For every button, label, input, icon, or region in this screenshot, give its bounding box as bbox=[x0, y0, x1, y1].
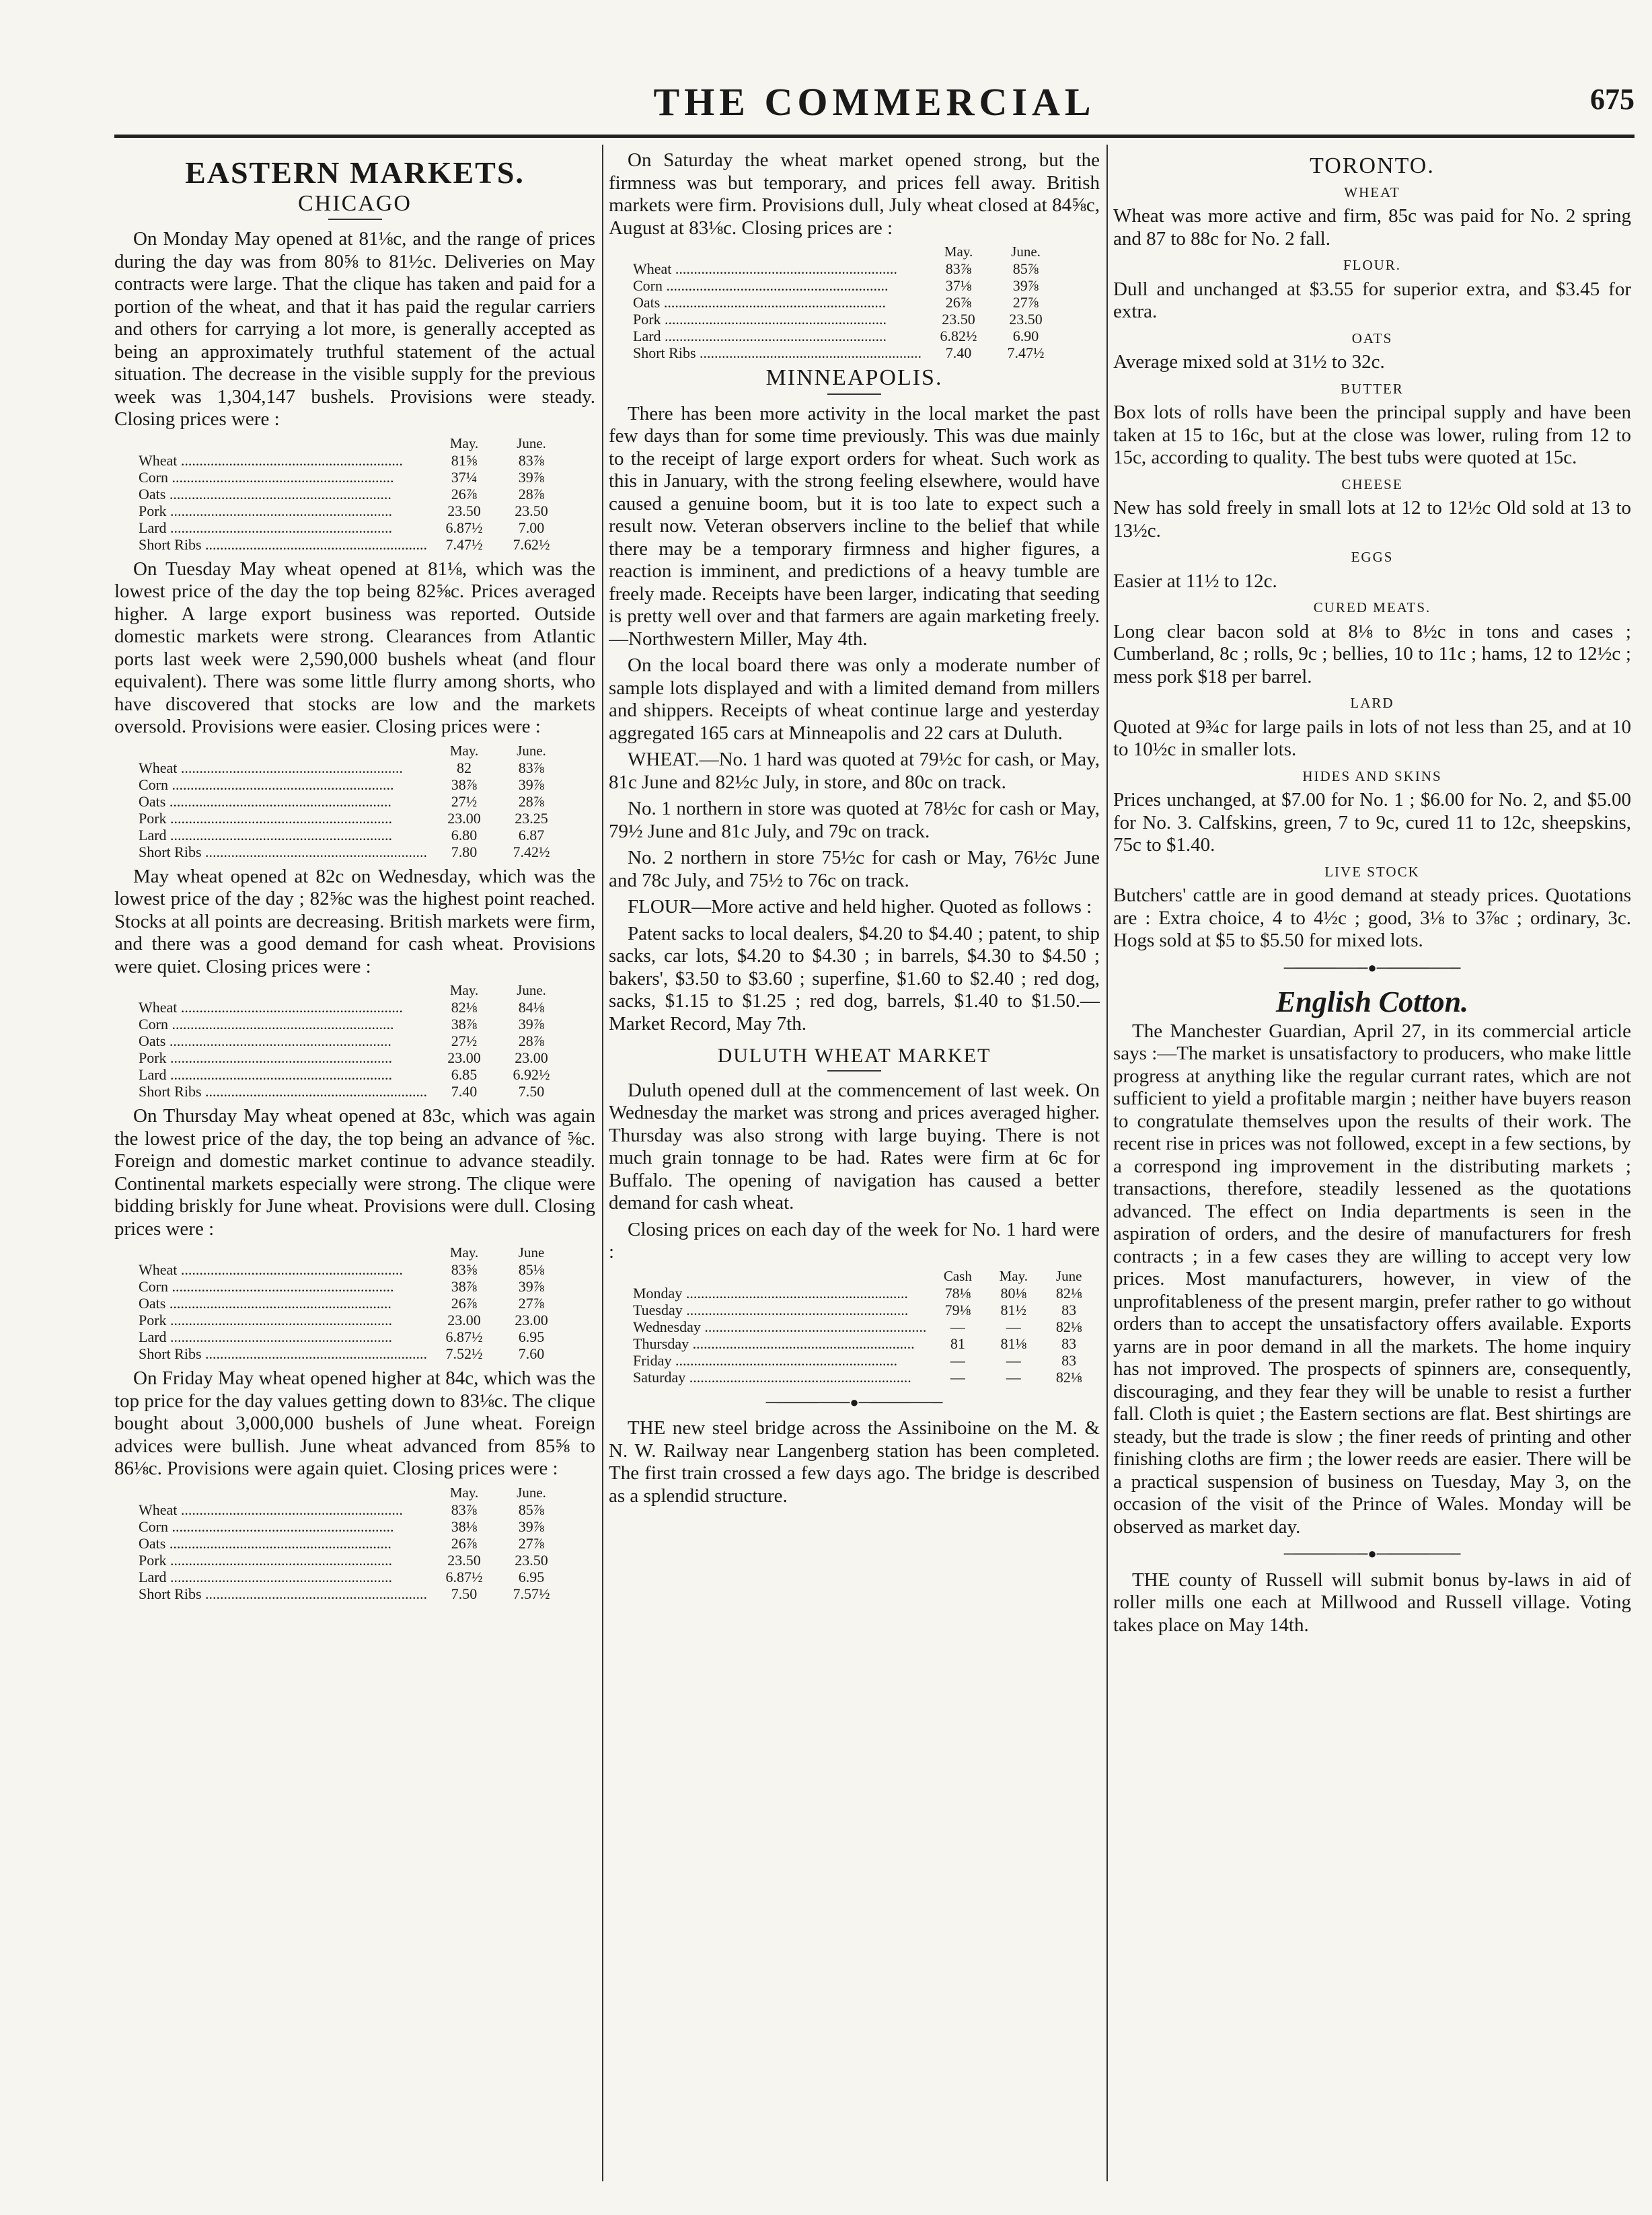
price-cell: 38⅞ bbox=[451, 1278, 478, 1295]
price-cell: 39⅞ bbox=[518, 468, 545, 486]
price-cell: 23.50 bbox=[1009, 311, 1043, 328]
market-paragraph: Quoted at 9¾c for large pails in lots of not less than 25, and at 10 to 10½c in smaller lots. bbox=[1113, 716, 1631, 760]
ornament-divider: ────────●──────── bbox=[1283, 1545, 1461, 1562]
commodity-cell: Pork ............................................................ bbox=[139, 1049, 393, 1066]
table-row bbox=[139, 486, 568, 502]
price-cell: 27½ bbox=[451, 792, 478, 810]
price-cell: 6.85 bbox=[451, 1066, 478, 1083]
price-cell: 81½ bbox=[1000, 1301, 1027, 1318]
price-cell: 38⅞ bbox=[451, 776, 478, 793]
article-paragraph: Patent sacks to local dealers, $4.20 to $4.40 ; patent, to ship sacks, car lots, $4.20 to $4.30 ; in barrels, $4.30 to $4.50 ; bakers', $3.50 to $3.60 ; superfine, $1.60 to $2.40 ; red dog, sacks, $1.15 to $1.25 ; red dog, barrels, $1.40 to $1.50.—Market Record, May 7th. bbox=[609, 922, 1100, 1035]
table-row bbox=[633, 294, 1063, 311]
price-cell: 7.50 bbox=[518, 1083, 545, 1100]
commodity-cell: Pork ............................................................ bbox=[139, 1551, 393, 1569]
price-cell: 26⅞ bbox=[451, 1295, 478, 1312]
commodity-heading: WHEAT bbox=[1344, 184, 1400, 200]
price-cell: 23.00 bbox=[515, 1049, 548, 1066]
price-cell: 6.87 bbox=[518, 826, 545, 843]
commodity-cell: Corn ............................................................ bbox=[139, 1278, 394, 1295]
price-cell: 27⅞ bbox=[518, 1295, 545, 1312]
commodity-cell: Wheat ............................................................ bbox=[139, 1501, 403, 1518]
table-row bbox=[633, 277, 1063, 294]
column-header: Cash bbox=[943, 1267, 972, 1284]
commodity-cell: Saturday ............................................................ bbox=[633, 1368, 911, 1386]
table-row bbox=[633, 260, 1063, 277]
column-header: May. bbox=[449, 1244, 479, 1261]
column-header: May. bbox=[944, 243, 973, 260]
article-paragraph: There has been more activity in the local market the past few days than for some time previously. This was due mainly to the receipt of large export orders for wheat. Such work as this in January, with the strong feeling elsewhere, would have caused a genuine boom, but it is too late to expect such a result now. Veteran observers incline to the belief that while there may be a temporary firmness and higher figures, a reaction is imminent, and predictions of a heavy tumble are freely made. Receipts have been larger, indicating that seeding is pretty well over and that farmers are again marketing freely.—Northwestern Miller, May 4th. bbox=[609, 402, 1100, 650]
article-paragraph: On Monday May opened at 81⅛c, and the range of prices during the day was from 80⅝ to 81½c. Deliveries on May contracts were large. That the clique has taken and paid for a portion of the wheat, and that it has paid the regular carriers and others for carrying a lot more, is generally accepted as being an approximately truthful statement of the actual situation. The decrease in the visible supply for the previous week was 1,304,147 bushels. Provisions were steady. Closing prices were : bbox=[114, 228, 595, 430]
price-cell: 23.50 bbox=[447, 502, 481, 519]
price-cell: 7.40 bbox=[945, 344, 972, 361]
table-row bbox=[633, 1318, 1100, 1335]
price-cell: 6.80 bbox=[451, 826, 478, 843]
price-cell: 26⅞ bbox=[451, 1534, 478, 1552]
article-paragraph: No. 2 northern in store 75½c for cash or May, 76½c June and 78c July, and 75½ to 76c on track. bbox=[609, 847, 1100, 891]
article-paragraph: THE county of Russell will submit bonus by-laws in aid of roller mills one each at Millwood and Russell village. Voting takes place on May 14th. bbox=[1113, 1569, 1631, 1636]
commodity-heading: OATS bbox=[1351, 330, 1393, 346]
weekly-price-table bbox=[633, 1268, 1100, 1386]
market-paragraph: Easier at 11½ to 12c. bbox=[1113, 570, 1277, 592]
commodity-cell: Pork ............................................................ bbox=[139, 1312, 393, 1328]
commodity-cell: Corn ............................................................ bbox=[139, 468, 394, 486]
price-cell: 38⅞ bbox=[451, 1016, 478, 1033]
table-row bbox=[139, 1345, 568, 1362]
price-cell: 38⅛ bbox=[451, 1517, 478, 1535]
table-row bbox=[139, 1295, 568, 1312]
masthead bbox=[114, 75, 1635, 136]
price-cell: 6.90 bbox=[1012, 328, 1039, 344]
price-cell: 6.87½ bbox=[445, 1328, 483, 1345]
price-cell: 85⅛ bbox=[518, 1261, 545, 1278]
price-cell: 23.50 bbox=[447, 1551, 481, 1569]
price-cell: 7.62½ bbox=[513, 535, 550, 553]
section-heading: English Cotton. bbox=[1275, 985, 1469, 1018]
price-table bbox=[139, 1485, 568, 1602]
price-cell: 80⅛ bbox=[1000, 1284, 1027, 1302]
ornament-divider: ────────●──────── bbox=[1283, 959, 1461, 976]
commodity-cell: Lard ............................................................ bbox=[139, 1066, 393, 1083]
page-number: 675 bbox=[1590, 83, 1635, 116]
commodity-cell: Corn ............................................................ bbox=[139, 776, 394, 793]
commodity-cell: Oats ............................................................ bbox=[139, 1033, 391, 1049]
commodity-cell: Lard ............................................................ bbox=[139, 1328, 393, 1345]
commodity-cell: Lard ............................................................ bbox=[633, 328, 887, 344]
table-row bbox=[139, 1569, 568, 1585]
market-paragraph: Box lots of rolls have been the principal supply and have been taken at 15 to 16c, but at the close was lower, ruling from 12 to 15c, according to quality. The best tubs were quoted at 15c. bbox=[1113, 402, 1631, 468]
price-cell: 83⅞ bbox=[945, 260, 972, 277]
price-cell: 81⅝ bbox=[451, 451, 478, 469]
table-header-row bbox=[633, 243, 1063, 260]
price-cell: 28⅞ bbox=[518, 1033, 545, 1049]
table-header-row bbox=[139, 435, 568, 452]
commodity-cell: Lard ............................................................ bbox=[139, 1568, 393, 1585]
table-row bbox=[633, 328, 1063, 344]
table-row bbox=[633, 1352, 1100, 1369]
commodity-cell: Pork ............................................................ bbox=[139, 809, 393, 827]
section-heading: TORONTO. bbox=[1310, 153, 1435, 178]
price-cell: 7.52½ bbox=[445, 1345, 483, 1362]
article-paragraph: WHEAT.—No. 1 hard was quoted at 79½c for cash, or May, 81c June and 82½c July, in store, and 80c on track. bbox=[609, 749, 1100, 793]
price-cell: 82⅛ bbox=[451, 999, 478, 1016]
table-row bbox=[633, 1302, 1100, 1318]
table-row bbox=[633, 1335, 1100, 1352]
table-row bbox=[139, 827, 568, 843]
column-header: May. bbox=[449, 982, 479, 998]
price-cell: 23.50 bbox=[515, 1551, 548, 1569]
price-cell: 7.40 bbox=[451, 1083, 478, 1100]
column-header bbox=[633, 243, 928, 260]
price-cell: — bbox=[1006, 1351, 1021, 1369]
commodity-cell: Oats ............................................................ bbox=[139, 1295, 391, 1312]
price-cell: 81⅛ bbox=[1000, 1335, 1027, 1352]
commodity-cell: Thursday ............................................................ bbox=[633, 1335, 915, 1352]
table-row bbox=[139, 759, 568, 776]
price-cell: 85⅞ bbox=[1012, 260, 1039, 277]
column-header: June. bbox=[1011, 243, 1041, 260]
column-header: June bbox=[518, 1244, 545, 1261]
commodity-heading: EGGS bbox=[1351, 549, 1394, 565]
price-cell: 83⅝ bbox=[451, 1261, 478, 1278]
commodity-heading: CURED MEATS. bbox=[1313, 599, 1431, 615]
price-cell: 37¼ bbox=[451, 468, 478, 486]
table-row bbox=[139, 519, 568, 536]
commodity-cell: Corn ............................................................ bbox=[633, 277, 889, 294]
commodity-cell: Friday ............................................................ bbox=[633, 1351, 897, 1369]
price-cell: 82⅛ bbox=[1055, 1284, 1082, 1302]
market-paragraph: Long clear bacon sold at 8⅛ to 8½c in tons and cases ; Cumberland, 8c ; rolls, 9c ; bellies, 10 to 11c ; hams, 12 to 12½c ; mess pork $18 per barrel. bbox=[1113, 620, 1631, 687]
price-cell: 84⅛ bbox=[518, 999, 545, 1016]
article-paragraph: On Saturday the wheat market opened strong, but the firmness was but temporary, and prices fell away. British markets were firm. Provisions dull, July wheat closed at 84⅝c, August at 83⅛c. Closing prices are : bbox=[609, 149, 1100, 239]
table-row bbox=[139, 1501, 568, 1518]
commodity-cell: Pork ............................................................ bbox=[139, 502, 393, 519]
table-header-row bbox=[633, 1268, 1100, 1285]
table-row bbox=[139, 1535, 568, 1552]
commodity-cell: Wednesday ............................................................ bbox=[633, 1318, 927, 1335]
masthead-rule bbox=[114, 135, 1635, 138]
table-row bbox=[633, 1285, 1100, 1302]
price-cell: 27½ bbox=[451, 1033, 478, 1049]
divider bbox=[827, 393, 881, 395]
price-cell: 85⅞ bbox=[518, 1501, 545, 1518]
price-cell: 6.87½ bbox=[445, 1568, 483, 1585]
column-header bbox=[139, 1244, 434, 1261]
column-header bbox=[633, 1268, 933, 1285]
price-table bbox=[139, 1244, 568, 1362]
commodity-cell: Oats ............................................................ bbox=[139, 485, 391, 502]
column-header: May. bbox=[449, 742, 479, 759]
commodity-cell: Short Ribs ............................................................ bbox=[139, 843, 428, 860]
column-header: May. bbox=[999, 1267, 1028, 1284]
market-paragraph: Butchers' cattle are in good demand at steady prices. Quotations are : Extra choice, 4 to 4½c ; good, 3⅛ to 3⅞c ; ordinary, 3c. Hogs sold at $5 to $5.50 for mixed lots. bbox=[1113, 885, 1631, 951]
column-divider bbox=[602, 145, 603, 2181]
price-cell: 39⅞ bbox=[518, 1517, 545, 1535]
price-cell: — bbox=[1006, 1318, 1021, 1335]
article-paragraph: May wheat opened at 82c on Wednesday, which was the lowest price of the day ; 82⅝c was the highest point reached. Stocks at all points are decreasing. British markets were firm, and there was a good demand for cash wheat. Provisions were quiet. Closing prices were : bbox=[114, 865, 595, 977]
price-cell: — bbox=[950, 1368, 965, 1386]
price-cell: 39⅞ bbox=[518, 776, 545, 793]
price-cell: 83 bbox=[1061, 1335, 1077, 1352]
market-paragraph: Prices unchanged, at $7.00 for No. 1 ; $6.00 for No. 2, and $5.00 for No. 3. Calfskins, green, 7 to 9c, cured 11 to 12c, sheepskins, 75c to $1.40. bbox=[1113, 789, 1631, 856]
price-cell: 78⅛ bbox=[944, 1284, 971, 1302]
price-cell: 7.50 bbox=[451, 1585, 478, 1602]
table-row bbox=[139, 1083, 568, 1100]
commodity-heading: BUTTER bbox=[1341, 380, 1404, 397]
commodity-cell: Wheat ............................................................ bbox=[633, 260, 897, 277]
price-cell: 23.25 bbox=[515, 809, 548, 827]
ornament-divider: ────────●──────── bbox=[765, 1393, 943, 1411]
price-cell: 83 bbox=[1061, 1301, 1077, 1318]
commodity-cell: Pork ............................................................ bbox=[633, 311, 887, 328]
article-paragraph: THE new steel bridge across the Assiniboine on the M. & N. W. Railway near Langenberg station has been completed. The first train crossed a few days ago. The bridge is described as a splendid structure. bbox=[609, 1417, 1100, 1507]
column-header bbox=[139, 982, 434, 999]
price-cell: — bbox=[950, 1351, 965, 1369]
divider bbox=[827, 1070, 881, 1072]
price-cell: 7.80 bbox=[451, 843, 478, 860]
price-cell: 23.00 bbox=[515, 1312, 548, 1328]
commodity-cell: Wheat ............................................................ bbox=[139, 759, 403, 776]
column-header bbox=[139, 435, 434, 452]
commodity-cell: Lard ............................................................ bbox=[139, 519, 393, 536]
price-cell: 6.92½ bbox=[513, 1066, 550, 1083]
price-cell: 6.82½ bbox=[940, 328, 977, 344]
price-cell: 6.87½ bbox=[445, 519, 483, 536]
price-table bbox=[139, 743, 568, 860]
price-cell: 82⅛ bbox=[1055, 1368, 1082, 1386]
commodity-cell: Short Ribs ............................................................ bbox=[139, 535, 428, 553]
column-header: May. bbox=[449, 1484, 479, 1501]
article-paragraph: On Tuesday May wheat opened at 81⅛, which was the lowest price of the day the top being 82⅝c. Prices averaged higher. A large export business was reported. Outside domestic markets were strong. Clearances from Atlantic ports last week were 2,590,000 bushels wheat (and flour equivalent). There was some little flurry among shorts, who have discovered that stocks are low and the markets oversold. Provisions were easier. Closing prices were : bbox=[114, 558, 595, 737]
price-cell: 23.00 bbox=[447, 809, 481, 827]
table-row bbox=[139, 469, 568, 486]
table-row bbox=[633, 1369, 1100, 1386]
column-header: June bbox=[1055, 1267, 1082, 1284]
column-divider bbox=[1106, 145, 1108, 2181]
commodity-heading: LIVE STOCK bbox=[1324, 863, 1420, 880]
table-row bbox=[139, 793, 568, 810]
price-cell: 83⅞ bbox=[451, 1501, 478, 1518]
article-paragraph: Closing prices on each day of the week for No. 1 hard were : bbox=[609, 1218, 1100, 1263]
price-cell: 7.57½ bbox=[513, 1585, 550, 1602]
commodity-cell: Lard ............................................................ bbox=[139, 826, 393, 843]
commodity-heading: LARD bbox=[1350, 695, 1394, 711]
price-cell: 82 bbox=[457, 759, 472, 776]
table-row bbox=[139, 1033, 568, 1049]
price-cell: 39⅞ bbox=[518, 1016, 545, 1033]
price-cell: 7.47½ bbox=[1007, 344, 1045, 361]
article-paragraph: The Manchester Guardian, April 27, in its commercial article says :—The market is unsatisfactory to producers, who make little progress at anything like the regular currant rates, which are not sufficient to yield a profitable margin ; neither have buyers reason to congratulate themselves upon the results of their work. The recent rise in prices was not followed, except in a few sections, by a correspond ing improvement in the distributing markets ; transactions, therefore, steadily lessened as the quotations advanced. The effect on India departments is seen in the aspiration of orders, and the desire of manufacturers for fresh contracts ; in a few cases they are willing to accept very low prices. Most manufacturers, however, in view of the unprofitableness of the present margin, prefer rather to go without orders than to accept the unsatisfactory offers available. Exports yarns are in poor demand in all the markets. The home inquiry has not improved. The prospects of spinners are, consequently, discouraging, and they fear they will be unable to resist a further fall. Cloth is quiet ; the Eastern sections are flat. Best shirtings are steady, but the trade is slow ; the finer reeds of printing and other finishing cloths are firm ; the lower reeds are easier. There will be a practical suspension of business on Tuesday, May 3, on the occasion of the visit of the Prince of Wales. Monday will be observed as market day. bbox=[1113, 1020, 1631, 1538]
market-paragraph: New has sold freely in small lots at 12 to 12½c Old sold at 13 to 13½c. bbox=[1113, 497, 1631, 541]
column-minneapolis-duluth bbox=[609, 149, 1100, 2175]
column-eastern-markets bbox=[114, 149, 595, 2175]
price-cell: 83⅞ bbox=[518, 759, 545, 776]
section-heading: MINNEAPOLIS. bbox=[765, 365, 943, 390]
table-row bbox=[139, 1278, 568, 1295]
column-header bbox=[139, 743, 434, 759]
table-row bbox=[139, 502, 568, 519]
column-toronto-cotton bbox=[1113, 149, 1631, 2175]
table-row bbox=[139, 452, 568, 469]
divider bbox=[328, 219, 382, 220]
article-paragraph: On the local board there was only a moderate number of sample lots displayed and with a limited demand from millers and shippers. Receipts of wheat continue large and yesterday aggregated 165 cars at Minneapolis and 22 cars at Duluth. bbox=[609, 654, 1100, 744]
table-row bbox=[139, 1016, 568, 1033]
section-heading: DULUTH WHEAT MARKET bbox=[717, 1045, 991, 1067]
table-row bbox=[139, 810, 568, 827]
table-row bbox=[139, 1328, 568, 1345]
commodity-cell: Corn ............................................................ bbox=[139, 1016, 394, 1033]
price-cell: 81 bbox=[950, 1335, 965, 1352]
article-paragraph: Duluth opened dull at the commencement of last week. On Wednesday the market was strong and prices averaged higher. Thursday was also strong with large buying. There is not much grain tonnage to be had. Rates were firm at 6c for Buffalo. The opening of navigation has caused a better demand for cash wheat. bbox=[609, 1079, 1100, 1213]
price-table bbox=[139, 982, 568, 1100]
commodity-cell: Short Ribs ............................................................ bbox=[139, 1585, 428, 1602]
column-header: June. bbox=[517, 742, 546, 759]
table-row bbox=[139, 1049, 568, 1066]
price-cell: 26⅞ bbox=[945, 294, 972, 311]
price-cell: 6.95 bbox=[518, 1568, 545, 1585]
commodity-cell: Short Ribs ............................................................ bbox=[139, 1083, 428, 1100]
table-header-row bbox=[139, 743, 568, 759]
table-row bbox=[633, 311, 1063, 328]
price-cell: 39⅞ bbox=[1012, 277, 1039, 294]
column-header: May. bbox=[449, 435, 479, 451]
table-row bbox=[139, 843, 568, 860]
price-cell: 6.95 bbox=[518, 1328, 545, 1345]
column-header: June. bbox=[517, 982, 546, 998]
price-table bbox=[139, 435, 568, 553]
price-cell: 28⅞ bbox=[518, 485, 545, 502]
table-header-row bbox=[139, 982, 568, 999]
publication-title: THE COMMERCIAL bbox=[653, 80, 1096, 124]
market-paragraph: Wheat was more active and firm, 85c was paid for No. 2 spring and 87 to 88c for No. 2 fall. bbox=[1113, 205, 1631, 250]
section-heading: EASTERN MARKETS. bbox=[185, 155, 525, 190]
price-cell: 23.00 bbox=[447, 1049, 481, 1066]
article-paragraph: No. 1 northern in store was quoted at 78½c for cash or May, 79½ June and 81c July, and 79c on track. bbox=[609, 798, 1100, 842]
price-cell: 23.50 bbox=[942, 311, 975, 328]
price-cell: — bbox=[950, 1318, 965, 1335]
column-header: June. bbox=[517, 435, 546, 451]
price-cell: 27⅞ bbox=[1012, 294, 1039, 311]
price-cell: 27⅞ bbox=[518, 1534, 545, 1552]
price-cell: 26⅞ bbox=[451, 485, 478, 502]
table-row bbox=[139, 1552, 568, 1569]
commodity-cell: Wheat ............................................................ bbox=[139, 1261, 403, 1278]
price-cell: 39⅞ bbox=[518, 1278, 545, 1295]
market-paragraph: Average mixed sold at 31½ to 32c. bbox=[1113, 351, 1385, 373]
table-row bbox=[139, 1261, 568, 1278]
column-header: June. bbox=[517, 1484, 546, 1501]
table-header-row bbox=[139, 1485, 568, 1501]
commodity-heading: CHEESE bbox=[1341, 476, 1403, 492]
commodity-cell: Oats ............................................................ bbox=[139, 792, 391, 810]
price-cell: 37⅛ bbox=[945, 277, 972, 294]
column-header bbox=[139, 1485, 434, 1501]
price-cell: 82⅛ bbox=[1055, 1318, 1082, 1335]
table-header-row bbox=[139, 1244, 568, 1261]
price-cell: 7.00 bbox=[518, 519, 545, 536]
commodity-cell: Wheat ............................................................ bbox=[139, 999, 403, 1016]
commodity-cell: Short Ribs ............................................................ bbox=[139, 1345, 428, 1362]
commodity-cell: Short Ribs ............................................................ bbox=[633, 344, 922, 361]
table-row bbox=[139, 1066, 568, 1083]
commodity-heading: HIDES AND SKINS bbox=[1302, 767, 1442, 784]
table-row bbox=[139, 1585, 568, 1602]
commodity-cell: Monday ............................................................ bbox=[633, 1284, 908, 1302]
price-cell: 79⅛ bbox=[944, 1301, 971, 1318]
price-table bbox=[633, 243, 1063, 361]
price-cell: 23.50 bbox=[515, 502, 548, 519]
commodity-cell: Corn ............................................................ bbox=[139, 1517, 394, 1535]
commodity-cell: Oats ............................................................ bbox=[633, 294, 886, 311]
price-cell: 7.47½ bbox=[445, 535, 483, 553]
commodity-cell: Tuesday ............................................................ bbox=[633, 1301, 909, 1318]
price-cell: 83⅞ bbox=[518, 451, 545, 469]
table-row bbox=[139, 1312, 568, 1328]
table-row bbox=[139, 1518, 568, 1535]
article-paragraph: On Thursday May wheat opened at 83c, which was again the lowest price of the day, the top being an advance of ⅝c. Foreign and domestic market continue to advance steadily. Continental markets especially were strong. The clique were bidding briskly for June wheat. Provisions were dull. Closing prices were : bbox=[114, 1105, 595, 1240]
price-cell: — bbox=[1006, 1368, 1021, 1386]
commodity-heading: FLOUR. bbox=[1343, 257, 1402, 273]
price-cell: 7.42½ bbox=[513, 843, 550, 860]
commodity-cell: Wheat ............................................................ bbox=[139, 451, 403, 469]
table-row bbox=[139, 536, 568, 553]
price-cell: 23.00 bbox=[447, 1312, 481, 1328]
article-paragraph: On Friday May wheat opened higher at 84c, which was the top price for the day values getting down to 83⅛c. The clique bought about 3,000,000 bushels of June wheat. Foreign advices were bullish. June wheat advanced from 85⅝ to 86⅛c. Provisions were again quiet. Closing prices were : bbox=[114, 1367, 595, 1479]
table-row bbox=[139, 999, 568, 1016]
price-cell: 28⅞ bbox=[518, 792, 545, 810]
article-paragraph: FLOUR—More active and held higher. Quoted as follows : bbox=[628, 896, 1092, 917]
table-row bbox=[633, 344, 1063, 361]
section-subheading: CHICAGO bbox=[298, 190, 412, 216]
table-row bbox=[139, 776, 568, 793]
market-paragraph: Dull and unchanged at $3.55 for superior extra, and $3.45 for extra. bbox=[1113, 278, 1631, 322]
price-cell: 7.60 bbox=[518, 1345, 545, 1362]
commodity-cell: Oats ............................................................ bbox=[139, 1534, 391, 1552]
price-cell: 83 bbox=[1061, 1351, 1077, 1369]
